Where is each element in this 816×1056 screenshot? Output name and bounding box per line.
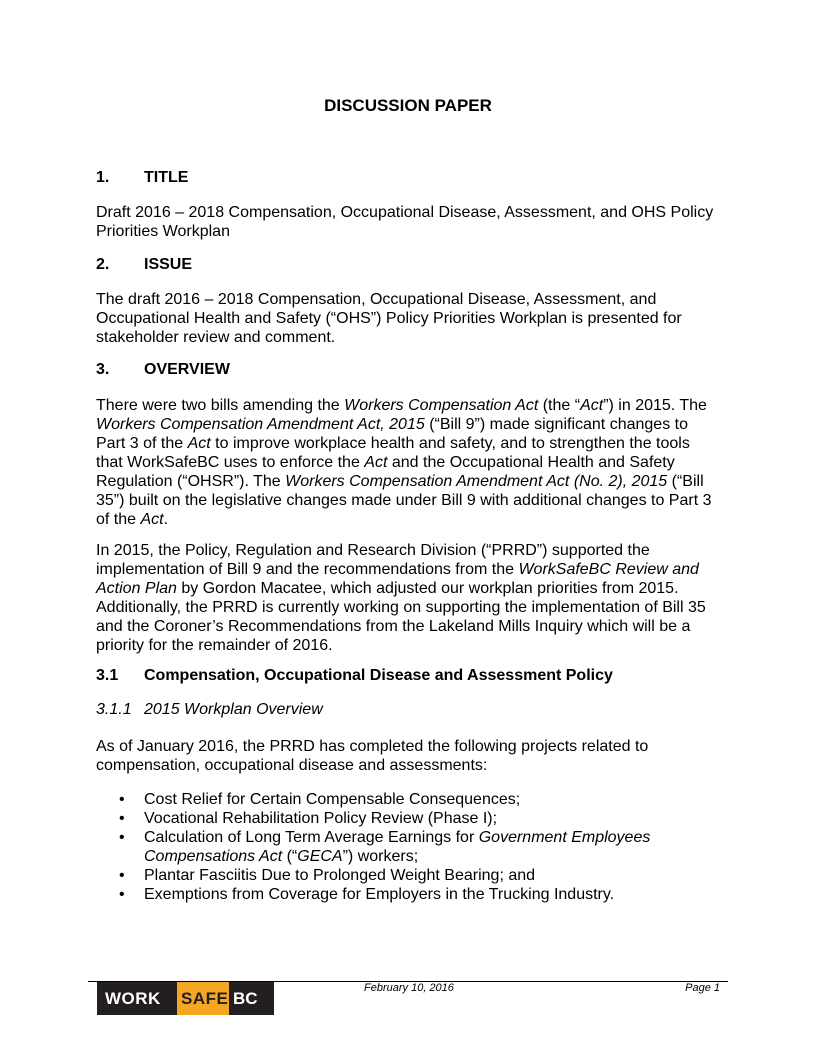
- text-run: (the “: [538, 397, 581, 414]
- text-run: by Gordon Macatee, which adjusted our workplan priorities from 2015. Additionally, the PRRD is currently working on supporting the implementation of Bill 35 and the Coroner’s Recommendations from the Lakeland Mills Inquiry which will be a priority for the remainder of 2016.: [96, 580, 706, 654]
- italic-run: WorkSafeBC Review and Action Plan: [96, 561, 699, 597]
- section-number: 2.: [96, 256, 110, 273]
- text-run: to improve workplace health and safety, and to strengthen the tools that WorkSafeBC uses to enforce the: [96, 435, 690, 471]
- section-number: 3.: [96, 361, 110, 378]
- text-run: ”) workers;: [342, 848, 419, 865]
- italic-run: Act: [140, 511, 164, 528]
- section-heading-text: ISSUE: [144, 256, 193, 273]
- section-1-body: Draft 2016 – 2018 Compensation, Occupational Disease, Assessment, and OHS Policy Priorities Workplan: [96, 204, 714, 240]
- section-heading-text: Compensation, Occupational Disease and Assessment Policy: [144, 667, 613, 684]
- footer-date: February 10, 2016: [364, 982, 454, 994]
- text-run: .: [163, 511, 169, 528]
- italic-run: Workers Compensation Amendment Act, 2015: [96, 416, 425, 433]
- workplan-intro: As of January 2016, the PRRD has completed the following projects related to compensation, occupational disease and assessments:: [96, 738, 649, 774]
- worksafebc-logo: [97, 982, 274, 1015]
- logo-bc: BC: [229, 982, 274, 1015]
- section-heading-text: TITLE: [144, 169, 189, 186]
- overview-paragraph-1: [96, 396, 720, 529]
- italic-run: GECA: [297, 848, 343, 865]
- italic-run: Act: [580, 397, 604, 414]
- section-2-heading: [96, 256, 192, 274]
- page-number: Page 1: [685, 982, 720, 994]
- italic-run: Government Employees Compensations Act: [144, 829, 651, 865]
- text-run: ”) in 2015. The: [603, 397, 707, 414]
- text-run: (“: [282, 848, 298, 865]
- italic-run: Act: [364, 454, 388, 471]
- list-item: • Exemptions from Coverage for Employers in the Trucking Industry.: [96, 885, 720, 904]
- logo-safe: SAFE: [177, 982, 229, 1015]
- text-run: Calculation of Long Term Average Earnings for: [144, 829, 479, 846]
- list-item: • Plantar Fasciitis Due to Prolonged Weight Bearing; and: [96, 866, 720, 885]
- list-item: [96, 828, 720, 866]
- section-1-heading: [96, 169, 188, 187]
- section-3-1-heading: [96, 667, 613, 685]
- text-run: (“Bill 9”) made significant changes to Part 3 of the: [96, 416, 688, 452]
- list-item: • Cost Relief for Certain Compensable Consequences;: [96, 790, 720, 809]
- section-2-body: The draft 2016 – 2018 Compensation, Occupational Disease, Assessment, and Occupational Health and Safety (“OHS”) Policy Priorities Workplan is presented for stakeholder review and comment.: [96, 291, 682, 346]
- subsection-3-1-1-heading: [96, 701, 323, 719]
- section-number: 3.1.1: [96, 701, 132, 718]
- text-run: and the Occupational Health and Safety Regulation (“OHSR”). The: [96, 454, 675, 490]
- page-title: DISCUSSION PAPER: [324, 96, 492, 115]
- italic-run: Workers Compensation Amendment Act (No. 2), 2015: [285, 473, 668, 490]
- italic-run: Act: [187, 435, 211, 452]
- text-run: (“Bill 35”) built on the legislative changes made under Bill 9 with additional changes to Part 3 of the: [96, 473, 712, 528]
- text-run: There were two bills amending the: [96, 397, 345, 414]
- section-heading-text: 2015 Workplan Overview: [144, 701, 323, 718]
- text-run: In 2015, the Policy, Regulation and Research Division (“PRRD”) supported the implementation of Bill 9 and the recommendations from the: [96, 542, 650, 578]
- overview-paragraph-2: [96, 541, 720, 655]
- section-number: 3.1: [96, 667, 119, 684]
- completed-projects-list: [96, 790, 720, 904]
- italic-run: Workers Compensation Act: [344, 397, 539, 414]
- logo-work: WORK: [97, 982, 177, 1015]
- section-3-heading: [96, 361, 230, 379]
- list-item: • Vocational Rehabilitation Policy Review (Phase I);: [96, 809, 720, 828]
- section-heading-text: OVERVIEW: [144, 361, 230, 378]
- section-number: 1.: [96, 169, 110, 186]
